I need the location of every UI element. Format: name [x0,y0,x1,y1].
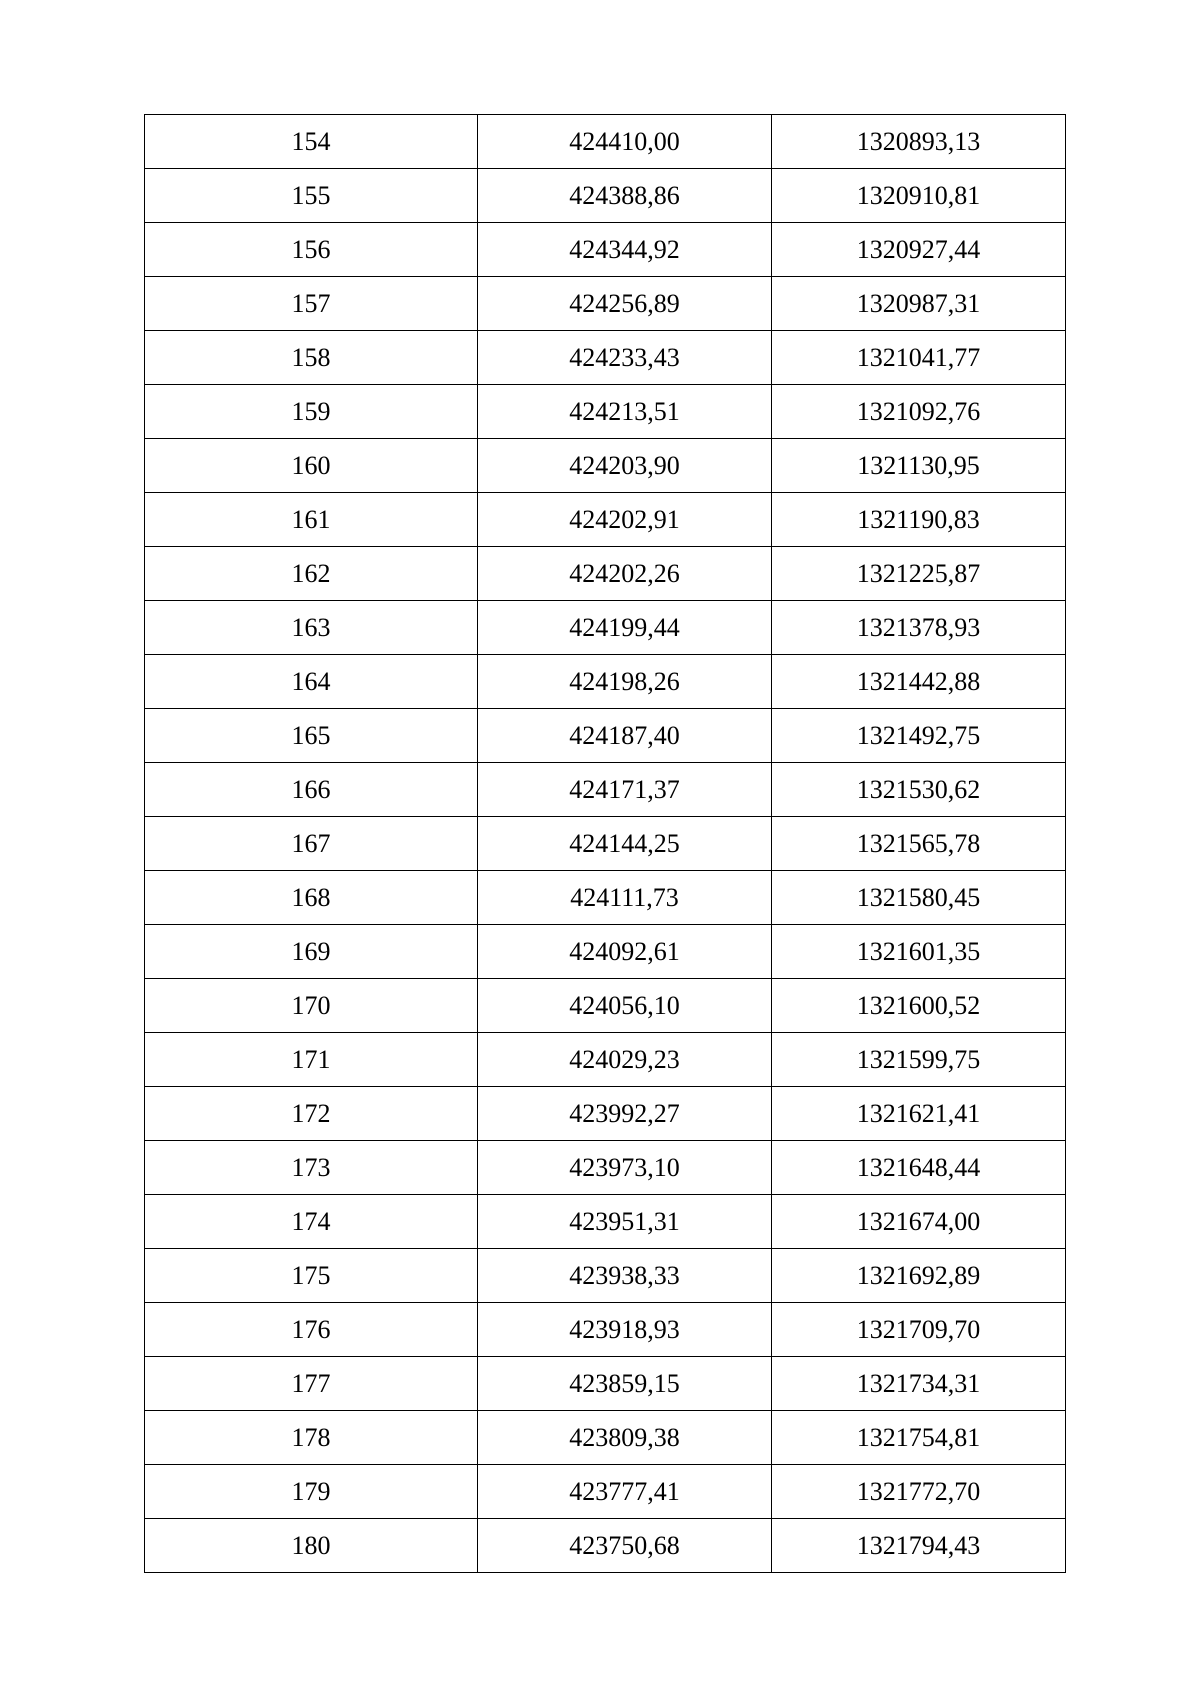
y-coordinate-cell: 1321092,76 [772,385,1066,439]
point-number-cell: 166 [145,763,478,817]
x-coordinate-cell: 424111,73 [478,871,772,925]
point-number-cell: 155 [145,169,478,223]
table-row [145,1411,1066,1465]
point-number-cell: 164 [145,655,478,709]
point-number-cell: 178 [145,1411,478,1465]
point-number-cell: 179 [145,1465,478,1519]
table-row [145,817,1066,871]
y-coordinate-cell: 1321621,41 [772,1087,1066,1141]
point-number-cell: 167 [145,817,478,871]
table-row [145,547,1066,601]
point-number-cell: 170 [145,979,478,1033]
point-number-cell: 168 [145,871,478,925]
point-number-cell: 162 [145,547,478,601]
y-coordinate-cell: 1320910,81 [772,169,1066,223]
coordinates-table [144,114,1066,1573]
table-row [145,169,1066,223]
x-coordinate-cell: 424233,43 [478,331,772,385]
x-coordinate-cell: 423777,41 [478,1465,772,1519]
table-row [145,979,1066,1033]
y-coordinate-cell: 1321580,45 [772,871,1066,925]
x-coordinate-cell: 424092,61 [478,925,772,979]
y-coordinate-cell: 1320987,31 [772,277,1066,331]
coordinates-table-body [145,115,1066,1573]
x-coordinate-cell: 424213,51 [478,385,772,439]
x-coordinate-cell: 424344,92 [478,223,772,277]
table-row [145,331,1066,385]
point-number-cell: 157 [145,277,478,331]
y-coordinate-cell: 1320927,44 [772,223,1066,277]
x-coordinate-cell: 423951,31 [478,1195,772,1249]
y-coordinate-cell: 1321565,78 [772,817,1066,871]
y-coordinate-cell: 1321225,87 [772,547,1066,601]
table-row [145,601,1066,655]
y-coordinate-cell: 1321492,75 [772,709,1066,763]
table-row [145,925,1066,979]
table-row [145,385,1066,439]
table-row [145,871,1066,925]
table-row [145,277,1066,331]
x-coordinate-cell: 424171,37 [478,763,772,817]
table-row [145,439,1066,493]
point-number-cell: 171 [145,1033,478,1087]
x-coordinate-cell: 424388,86 [478,169,772,223]
point-number-cell: 165 [145,709,478,763]
point-number-cell: 180 [145,1519,478,1573]
x-coordinate-cell: 424029,23 [478,1033,772,1087]
point-number-cell: 177 [145,1357,478,1411]
x-coordinate-cell: 424056,10 [478,979,772,1033]
y-coordinate-cell: 1321442,88 [772,655,1066,709]
x-coordinate-cell: 424202,26 [478,547,772,601]
table-row [145,1033,1066,1087]
y-coordinate-cell: 1321648,44 [772,1141,1066,1195]
table-row [145,1141,1066,1195]
y-coordinate-cell: 1321530,62 [772,763,1066,817]
y-coordinate-cell: 1321378,93 [772,601,1066,655]
table-row [145,763,1066,817]
table-row [145,1303,1066,1357]
point-number-cell: 175 [145,1249,478,1303]
x-coordinate-cell: 424202,91 [478,493,772,547]
table-row [145,493,1066,547]
x-coordinate-cell: 423938,33 [478,1249,772,1303]
x-coordinate-cell: 423918,93 [478,1303,772,1357]
point-number-cell: 173 [145,1141,478,1195]
x-coordinate-cell: 424144,25 [478,817,772,871]
x-coordinate-cell: 424187,40 [478,709,772,763]
x-coordinate-cell: 424256,89 [478,277,772,331]
x-coordinate-cell: 423809,38 [478,1411,772,1465]
table-row [145,1249,1066,1303]
y-coordinate-cell: 1321772,70 [772,1465,1066,1519]
table-row [145,1195,1066,1249]
point-number-cell: 169 [145,925,478,979]
y-coordinate-cell: 1321709,70 [772,1303,1066,1357]
x-coordinate-cell: 423973,10 [478,1141,772,1195]
x-coordinate-cell: 423750,68 [478,1519,772,1573]
y-coordinate-cell: 1321599,75 [772,1033,1066,1087]
table-row [145,1519,1066,1573]
point-number-cell: 160 [145,439,478,493]
x-coordinate-cell: 424198,26 [478,655,772,709]
y-coordinate-cell: 1321130,95 [772,439,1066,493]
y-coordinate-cell: 1321794,43 [772,1519,1066,1573]
point-number-cell: 159 [145,385,478,439]
x-coordinate-cell: 423992,27 [478,1087,772,1141]
x-coordinate-cell: 423859,15 [478,1357,772,1411]
y-coordinate-cell: 1321601,35 [772,925,1066,979]
point-number-cell: 176 [145,1303,478,1357]
table-row [145,655,1066,709]
table-row [145,1087,1066,1141]
y-coordinate-cell: 1321692,89 [772,1249,1066,1303]
point-number-cell: 172 [145,1087,478,1141]
x-coordinate-cell: 424199,44 [478,601,772,655]
point-number-cell: 163 [145,601,478,655]
y-coordinate-cell: 1321190,83 [772,493,1066,547]
table-row [145,115,1066,169]
y-coordinate-cell: 1321041,77 [772,331,1066,385]
x-coordinate-cell: 424203,90 [478,439,772,493]
table-row [145,1357,1066,1411]
y-coordinate-cell: 1321734,31 [772,1357,1066,1411]
table-row [145,709,1066,763]
table-row [145,1465,1066,1519]
y-coordinate-cell: 1321600,52 [772,979,1066,1033]
point-number-cell: 174 [145,1195,478,1249]
point-number-cell: 158 [145,331,478,385]
y-coordinate-cell: 1321754,81 [772,1411,1066,1465]
y-coordinate-cell: 1321674,00 [772,1195,1066,1249]
table-row [145,223,1066,277]
point-number-cell: 156 [145,223,478,277]
point-number-cell: 154 [145,115,478,169]
y-coordinate-cell: 1320893,13 [772,115,1066,169]
x-coordinate-cell: 424410,00 [478,115,772,169]
point-number-cell: 161 [145,493,478,547]
